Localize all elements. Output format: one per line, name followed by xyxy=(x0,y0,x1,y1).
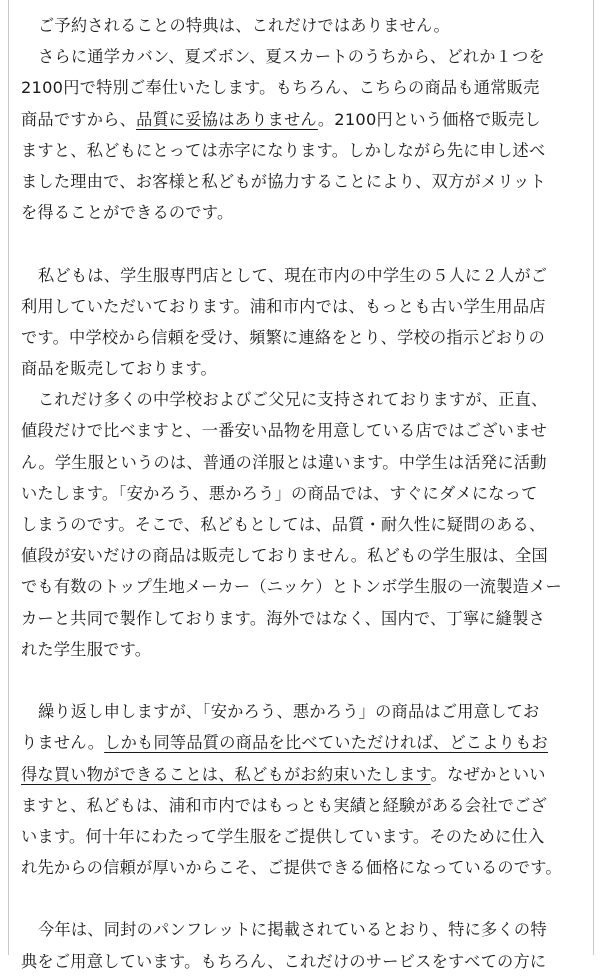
text-line xyxy=(21,790,585,821)
document-body xyxy=(21,10,585,977)
text-segment: 商品を販売しております。 xyxy=(21,359,217,379)
text-segment: 私どもは、学生服専門店として、現在市内の中学生の５人に２人がご xyxy=(38,265,548,285)
text-segment: 利用していただいております。浦和市内では、もっとも古い学生用品店 xyxy=(21,296,546,316)
text-line xyxy=(21,821,585,852)
text-line xyxy=(21,914,585,945)
text-segment: 典をご用意しています。もちろん、これだけのサービスをすべての方に xyxy=(21,951,547,971)
text-segment: これだけ多くの中学校およびご父兄に支持されておりますが、正直、 xyxy=(38,390,548,410)
text-line xyxy=(21,260,585,291)
text-segment: 値段だけで比べますと、一番安い品物を用意している店ではございませ xyxy=(21,421,547,441)
text-segment: 今年は、同封のパンフレットに掲載されているとおり、特に多くの特 xyxy=(38,920,547,940)
text-segment: を得ることができるのです。 xyxy=(21,203,234,223)
text-segment: です。中学校から信頼を受け、頻繁に連絡をとり、学校の指示どおりの xyxy=(21,327,546,347)
paragraph-spacer xyxy=(21,665,585,696)
paragraph xyxy=(21,260,585,385)
text-segment: 繰り返し申しますが、「安かろう、悪かろう」の商品はご用意してお xyxy=(38,702,540,722)
text-segment: います。何十年にわたって学生服をご提供しています。そのために仕入 xyxy=(21,826,545,846)
text-line xyxy=(21,852,585,883)
text-line xyxy=(21,322,585,353)
text-line xyxy=(21,291,585,322)
text-segment: りません。 xyxy=(21,733,105,753)
document-page xyxy=(8,0,594,971)
text-segment: しまうのです。そこで、私どもとしては、品質・耐久性に疑問のある、 xyxy=(21,515,546,534)
text-line xyxy=(21,478,585,509)
text-segment: 。なぜかといい xyxy=(430,764,546,784)
text-line xyxy=(21,197,585,228)
text-segment: ますと、私どもにとっては赤字になります。しかしながら先に申し述べ xyxy=(21,140,546,160)
underlined-text: 得な買い物ができることは、私どもがお約束いたします xyxy=(21,764,431,784)
underlined-text: しかも同等品質の商品を比べていただければ、どこよりもお xyxy=(104,733,548,753)
text-segment: れ先からの信頼が厚いからこそ、ご提供できる価格になっているのです。 xyxy=(21,858,562,878)
text-line xyxy=(21,384,585,415)
text-line xyxy=(21,10,585,41)
text-segment: れた学生服です。 xyxy=(21,639,152,659)
text-line xyxy=(21,41,585,72)
text-segment: でも有数のトップ生地メーカー（ニッケ）とトンボ学生服の一流製造メー xyxy=(21,577,562,597)
underlined-text: 品質に妥協はありません xyxy=(136,109,318,129)
text-line xyxy=(21,72,585,103)
text-line xyxy=(21,104,585,135)
text-segment: ご予約されることの特典は、これだけではありません。 xyxy=(38,16,450,35)
text-line xyxy=(21,696,585,727)
text-line xyxy=(21,415,585,446)
text-line xyxy=(21,353,585,384)
text-segment: ました理由で、お客様と私どもが協力することにより、双方がメリット xyxy=(21,171,547,191)
text-line xyxy=(21,603,585,634)
text-segment: さらに通学カバン、夏ズボン、夏スカートのうちから、どれか１つを xyxy=(38,47,545,67)
paragraph xyxy=(21,384,585,665)
text-segment: 商品ですから、 xyxy=(21,109,137,129)
paragraph xyxy=(21,914,585,976)
text-segment: ん。学生服というのは、普通の洋服とは違います。中学生は活発に活動 xyxy=(21,452,547,472)
text-line xyxy=(21,447,585,478)
paragraph xyxy=(21,41,585,228)
text-line xyxy=(21,166,585,197)
text-line xyxy=(21,727,585,758)
text-line xyxy=(21,509,585,540)
paragraph-spacer xyxy=(21,883,585,914)
text-line xyxy=(21,634,585,665)
text-segment: いたします。「安かろう、悪かろう」の商品では、すぐにダメになって xyxy=(21,483,538,503)
text-segment: 値段が安いだけの商品は販売しておりません。私どもの学生服は、全国 xyxy=(21,546,548,566)
text-line xyxy=(21,571,585,602)
text-line xyxy=(21,946,585,977)
text-segment: 2100円で特別ご奉仕いたします。もちろん、こちらの商品も通常販売 xyxy=(21,78,540,98)
text-line xyxy=(21,759,585,790)
text-line xyxy=(21,135,585,166)
paragraph xyxy=(21,10,585,41)
text-segment: 。2100円という価格で販売し xyxy=(317,109,541,129)
text-segment: カーと共同で製作しております。海外ではなく、国内で、丁寧に縫製さ xyxy=(21,608,546,628)
text-line xyxy=(21,540,585,571)
paragraph-spacer xyxy=(21,228,585,259)
text-segment: ますと、私どもは、浦和市内ではもっとも実績と経験がある会社でござ xyxy=(21,795,547,815)
paragraph xyxy=(21,696,585,883)
